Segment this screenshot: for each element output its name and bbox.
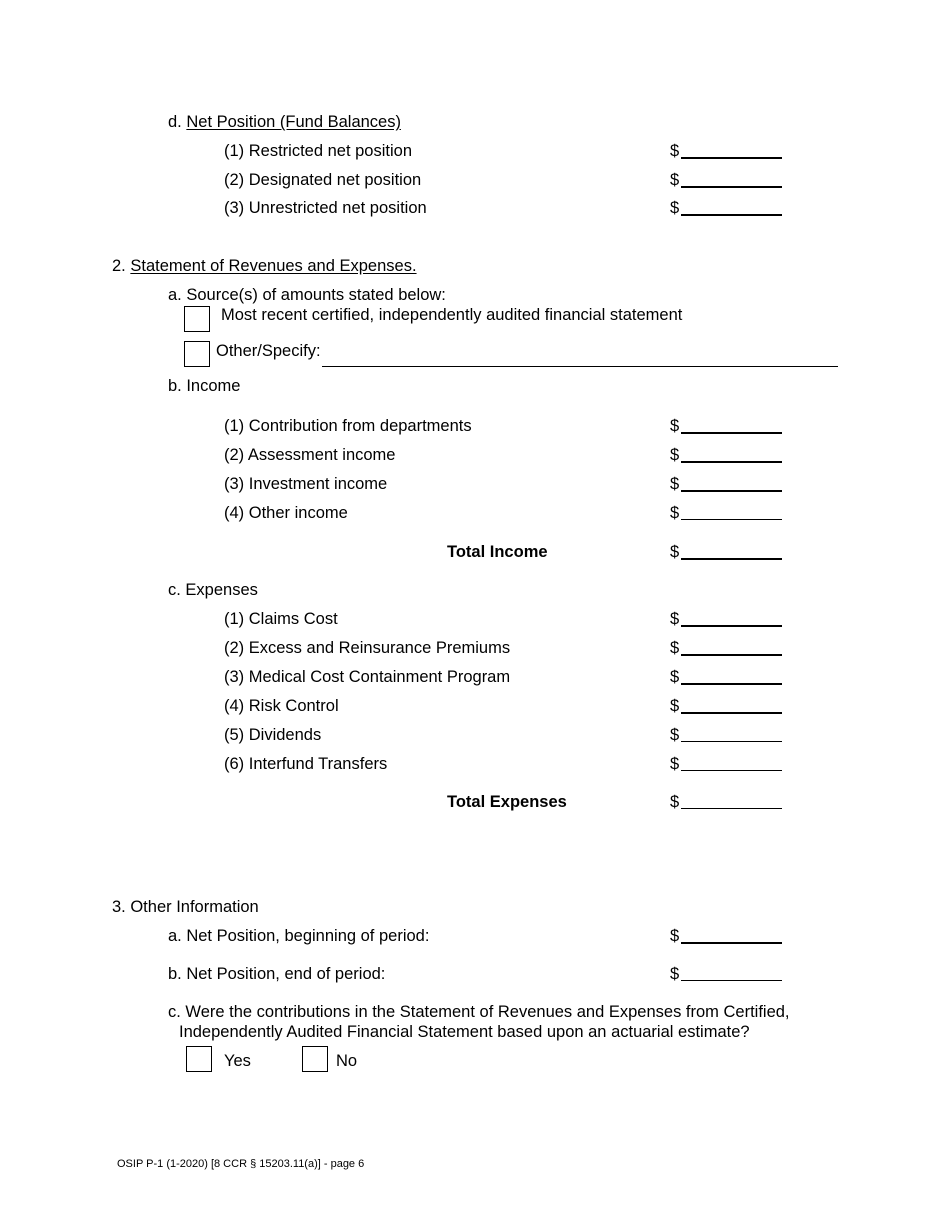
- expense-item-label: (6) Interfund Transfers: [224, 755, 388, 773]
- net-position-beginning-label: a. Net Position, beginning of period:: [168, 927, 430, 945]
- net-position-end-currency: $: [670, 965, 680, 983]
- expense-item-currency: $: [670, 755, 680, 773]
- net-position-heading: [168, 112, 401, 132]
- statement-heading: [112, 256, 417, 276]
- income-item-label: (4) Other income: [224, 504, 348, 522]
- expense-item-currency: $: [670, 697, 680, 715]
- claims-cost-amount-field[interactable]: [681, 625, 782, 627]
- statement-number: 2.: [112, 257, 126, 275]
- income-item-currency: $: [670, 417, 680, 435]
- other-income-amount-field[interactable]: [681, 519, 782, 520]
- risk-control-amount-field[interactable]: [681, 712, 782, 714]
- other-info-heading: 3. Other Information: [112, 898, 259, 916]
- restricted-net-position-label: (1) Restricted net position: [224, 142, 413, 160]
- audited-statement-checkbox[interactable]: [184, 306, 210, 332]
- expense-item-currency: $: [670, 668, 680, 686]
- actuarial-question-line2: Independently Audited Financial Statement based upon an actuarial estimate?: [179, 1023, 750, 1041]
- audited-statement-label: Most recent certified, independently audited financial statement: [221, 306, 683, 324]
- other-specify-field[interactable]: [322, 366, 838, 367]
- expense-item-label: (5) Dividends: [224, 726, 322, 744]
- no-checkbox[interactable]: [302, 1046, 328, 1072]
- yes-label: Yes: [224, 1052, 251, 1070]
- income-heading: b. Income: [168, 377, 241, 395]
- expense-item-label: (3) Medical Cost Containment Program: [224, 668, 511, 686]
- net-position-beginning-field[interactable]: [681, 942, 782, 944]
- net-position-end-label: b. Net Position, end of period:: [168, 965, 386, 983]
- actuarial-question-line1: c. Were the contributions in the Statement of Revenues and Expenses from Certified,: [168, 1003, 790, 1021]
- expense-item-currency: $: [670, 639, 680, 657]
- designated-net-position-label: (2) Designated net position: [224, 171, 422, 189]
- restricted-currency: $: [670, 142, 680, 160]
- total-expenses-currency: $: [670, 793, 680, 811]
- unrestricted-amount-field[interactable]: [681, 214, 782, 216]
- expense-item-currency: $: [670, 610, 680, 628]
- reinsurance-amount-field[interactable]: [681, 654, 782, 656]
- expense-item-label: (2) Excess and Reinsurance Premiums: [224, 639, 511, 657]
- page-footer: OSIP P-1 (1-2020) [8 CCR § 15203.11(a)] - page 6: [117, 1158, 365, 1170]
- dividends-amount-field[interactable]: [681, 741, 782, 742]
- unrestricted-net-position-label: (3) Unrestricted net position: [224, 199, 427, 217]
- designated-amount-field[interactable]: [681, 186, 782, 188]
- expenses-heading: c. Expenses: [168, 581, 258, 599]
- total-income-amount-field[interactable]: [681, 558, 782, 560]
- income-item-currency: $: [670, 446, 680, 464]
- no-label: No: [336, 1052, 358, 1070]
- interfund-amount-field[interactable]: [681, 770, 782, 771]
- net-position-beginning-currency: $: [670, 927, 680, 945]
- total-income-label: Total Income: [447, 543, 548, 561]
- assessment-amount-field[interactable]: [681, 461, 782, 463]
- net-position-title: Net Position (Fund Balances): [186, 113, 401, 131]
- unrestricted-currency: $: [670, 199, 680, 217]
- expense-item-currency: $: [670, 726, 680, 744]
- other-specify-checkbox[interactable]: [184, 341, 210, 367]
- total-expenses-amount-field[interactable]: [681, 808, 782, 809]
- source-label: a. Source(s) of amounts stated below:: [168, 286, 446, 304]
- total-expenses-label: Total Expenses: [447, 793, 567, 811]
- total-income-currency: $: [670, 543, 680, 561]
- statement-title: Statement of Revenues and Expenses.: [130, 257, 417, 275]
- investment-amount-field[interactable]: [681, 490, 782, 492]
- income-item-currency: $: [670, 504, 680, 522]
- other-specify-label: Other/Specify:: [216, 342, 321, 360]
- restricted-amount-field[interactable]: [681, 157, 782, 159]
- designated-currency: $: [670, 171, 680, 189]
- expense-item-label: (1) Claims Cost: [224, 610, 338, 628]
- contribution-amount-field[interactable]: [681, 432, 782, 434]
- income-item-label: (1) Contribution from departments: [224, 417, 472, 435]
- medical-cost-amount-field[interactable]: [681, 683, 782, 685]
- income-item-currency: $: [670, 475, 680, 493]
- income-item-label: (2) Assessment income: [224, 446, 396, 464]
- net-position-prefix: d.: [168, 113, 182, 131]
- expense-item-label: (4) Risk Control: [224, 697, 339, 715]
- income-item-label: (3) Investment income: [224, 475, 388, 493]
- yes-checkbox[interactable]: [186, 1046, 212, 1072]
- net-position-end-field[interactable]: [681, 980, 782, 981]
